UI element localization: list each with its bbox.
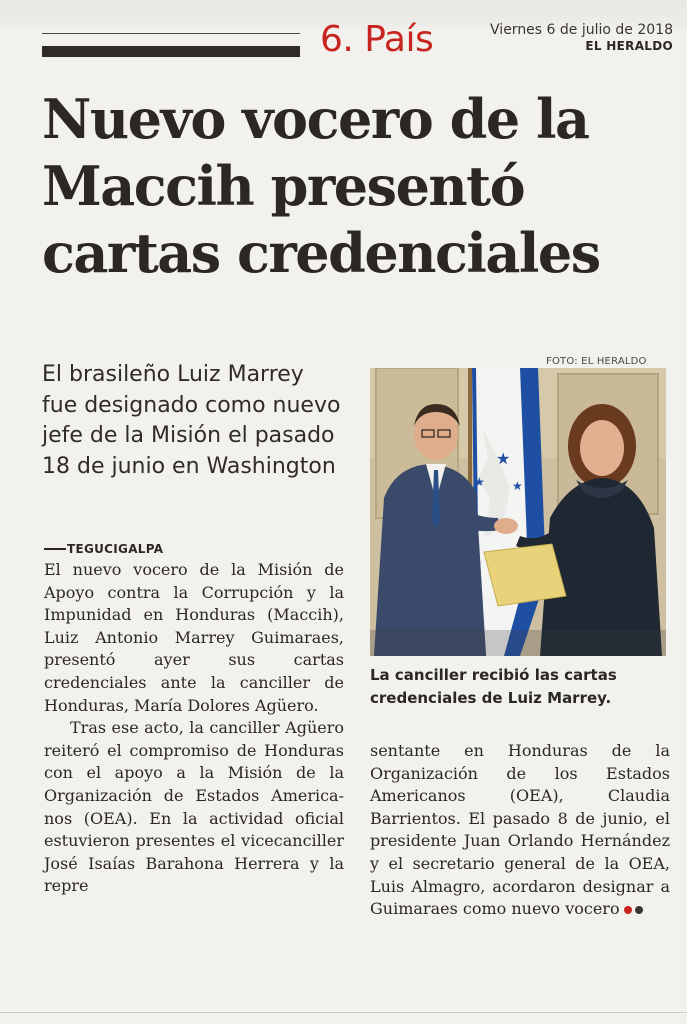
masthead-info	[490, 22, 673, 53]
end-dot-red	[624, 906, 632, 914]
page-bottom-rule	[0, 1012, 687, 1013]
end-of-article-mark	[624, 898, 646, 921]
end-dot-dark	[635, 906, 643, 914]
body-paragraph-1: El nuevo vocero de la Misión de Apoyo contra la Corrupción y la Impunidad en Honduras (Maccih), Luiz Antonio Marrey Guimaraes, presentó ayer sus cartas credenciales ante la canciller de Honduras, María Dolores Agüero.	[44, 560, 344, 715]
photo-caption: La canciller recibió las cartas credenciales de Luiz Marrey.	[370, 666, 617, 707]
body-paragraph-3	[370, 740, 670, 921]
publication-date: Viernes 6 de julio de 2018	[490, 22, 673, 38]
header-rule-thick	[42, 46, 300, 57]
photo-credit: FOTO: EL HERALDO	[546, 356, 647, 367]
newspaper-name: EL HERALDO	[585, 38, 673, 53]
body-column-left	[44, 540, 344, 898]
dateline-dash	[44, 548, 66, 550]
body-paragraph-2: Tras ese acto, la canciller Agüero reiteró el compromiso de Honduras con el apoyo a la Misión de la Organización de Estados Americanos (OEA). En la actividad oficial estuvieron presentes el vicecanciller José Isaías Barahona Herrera y la repre	[44, 718, 344, 896]
section-label: 6. País	[320, 19, 434, 60]
header-rule-thin	[42, 33, 300, 34]
svg-text:★: ★	[512, 479, 523, 493]
svg-text:★: ★	[474, 475, 485, 489]
dateline-city	[44, 540, 344, 558]
body-column-right	[370, 740, 670, 921]
headline: Nuevo vocero de la Maccih presentó cartas credenciales	[42, 87, 600, 285]
photo-illustration	[370, 368, 666, 656]
svg-text:★: ★	[496, 449, 511, 468]
lead-paragraph: El brasileño Luiz Marrey fue designado como nuevo jefe de la Misión el pasado 18 de junio en Washington	[42, 362, 341, 479]
body-paragraph-3-text: sentante en Honduras de la Organización de los Estados Americanos (OEA), Claudia Barrientos. El pasado 8 de junio, el presidente Juan Orlando Hernández y el secretario general de la OEA, Luis Almagro, acordaron designar a Guimaraes como nuevo vocero	[370, 741, 670, 919]
dateline-text: TEGUCIGALPA	[67, 542, 164, 556]
news-photo	[370, 368, 666, 656]
